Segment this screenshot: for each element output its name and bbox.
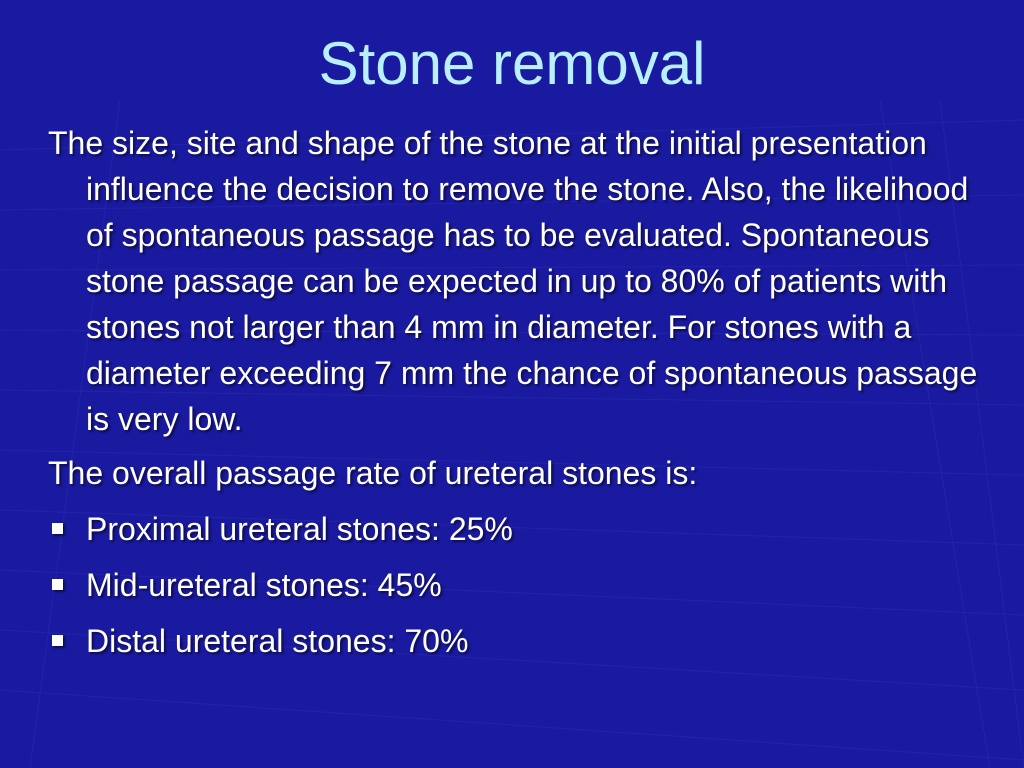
square-bullet-icon (52, 635, 63, 646)
body-paragraph: The size, site and shape of the stone at the initial presentation influence the decision to remove the stone. Also, the likelihood of spontaneous passage has to be evaluated. Spontaneous stone passage can be expected in up to 80% of patients with stones not larger than 4 mm in diameter. For stones with a diameter exceeding 7 mm the chance of spontaneous passage is very low. (48, 125, 978, 437)
bullet-text: Mid-ureteral stones: 45% (86, 567, 442, 603)
slide-body (48, 120, 988, 664)
bullet-item (48, 506, 988, 552)
bullet-item (48, 618, 988, 664)
body-paragraph: The overall passage rate of ureteral stones is: (48, 455, 698, 491)
square-bullet-icon (52, 579, 63, 590)
bullet-text: Distal ureteral stones: 70% (86, 623, 469, 659)
square-bullet-icon (52, 523, 63, 534)
bullet-text: Proximal ureteral stones: 25% (86, 511, 513, 547)
slide-title: Stone removal (318, 30, 706, 97)
bullet-item (48, 562, 988, 608)
